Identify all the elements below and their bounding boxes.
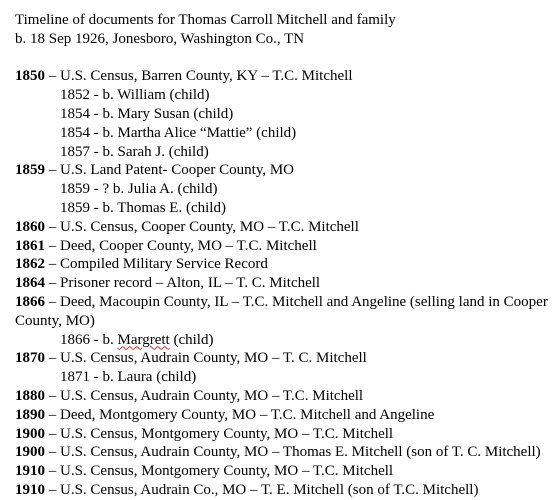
entry-year: 1850: [15, 68, 45, 85]
timeline-entry: [15, 255, 555, 274]
child-entry: 1854 - b. Mary Susan (child): [60, 105, 234, 122]
entry-year: 1864: [15, 275, 45, 292]
timeline-entry: [15, 481, 555, 500]
entry-text: – Prisoner record – Alton, IL – T. C. Mitchell: [45, 275, 321, 292]
document-body: [15, 11, 555, 500]
entry-year: 1861: [15, 237, 45, 254]
timeline-entry: [15, 293, 555, 331]
entry-year: 1900: [15, 425, 45, 442]
child-entry: [15, 331, 555, 350]
entry-year: 1860: [15, 218, 45, 235]
entry-year: 1862: [15, 256, 45, 273]
child-entry: 1871 - b. Laura (child): [60, 369, 197, 386]
entry-text: – U.S. Census, Audrain Co., MO – T. E. Mitchell (son of T.C. Mitchell): [45, 481, 479, 498]
child-entry: 1859 - b. Thomas E. (child): [60, 199, 226, 216]
child-entry: 1857 - b. Sarah J. (child): [60, 143, 209, 160]
entry-text: – U.S. Census, Montgomery County, MO – T.C. Mitchell: [45, 425, 394, 442]
entry-text: – Deed, Montgomery County, MO – T.C. Mitchell and Angeline: [45, 406, 435, 423]
timeline-entry: [15, 274, 555, 293]
timeline-entry: [15, 387, 555, 406]
timeline-entry: [15, 425, 555, 444]
entry-text: – Compiled Military Service Record: [45, 256, 268, 273]
entry-text: – U.S. Census, Audrain County, MO – T. C. Mitchell: [45, 350, 367, 367]
entry-year: 1890: [15, 406, 45, 423]
timeline-entry: [15, 67, 555, 86]
entry-text: – U.S. Land Patent- Cooper County, MO: [45, 162, 295, 179]
entry-text: – U.S. Census, Barren County, KY – T.C. Mitchell: [45, 68, 353, 85]
entry-text: – Deed, Cooper County, MO – T.C. Mitchell: [45, 237, 317, 254]
entry-year: 1910: [15, 481, 45, 498]
entry-year: 1866: [15, 293, 45, 310]
entry-year: 1910: [15, 463, 45, 480]
entry-text: – Deed, Macoupin County, IL – T.C. Mitchell and Angeline (selling land in Cooper County, MO): [15, 293, 548, 329]
entry-year: 1900: [15, 444, 45, 461]
spellcheck-flagged-word[interactable]: Margrett: [117, 331, 170, 348]
blank-line: [15, 49, 555, 68]
child-entry: 1854 - b. Martha Alice “Mattie” (child): [60, 124, 297, 141]
child-entry-suffix: (child): [169, 331, 214, 348]
timeline-entry: [15, 443, 555, 462]
child-entry: 1859 - ? b. Julia A. (child): [60, 181, 218, 198]
timeline-entry: [15, 161, 555, 180]
entry-year: 1870: [15, 350, 45, 367]
entry-text: – U.S. Census, Audrain County, MO – Thomas E. Mitchell (son of T. C. Mitchell): [45, 444, 541, 461]
timeline-entry: [15, 462, 555, 481]
entry-text: – U.S. Census, Audrain County, MO – T.C. Mitchell: [45, 387, 364, 404]
entry-text: – U.S. Census, Cooper County, MO – T.C. Mitchell: [45, 218, 359, 235]
entry-year: 1859: [15, 162, 45, 179]
entry-text: – U.S. Census, Montgomery County, MO – T.C. Mitchell: [45, 463, 394, 480]
timeline-entry: [15, 218, 555, 237]
timeline-entry: [15, 406, 555, 425]
timeline-entry: [15, 237, 555, 256]
birth-info: b. 18 Sep 1926, Jonesboro, Washington Co., TN: [15, 30, 305, 47]
child-entry: 1852 - b. William (child): [60, 87, 210, 104]
entry-year: 1880: [15, 387, 45, 404]
child-entry-prefix: 1866 - b.: [60, 331, 118, 348]
document-title: Timeline of documents for Thomas Carroll Mitchell and family: [15, 12, 396, 28]
timeline-entry: [15, 349, 555, 368]
